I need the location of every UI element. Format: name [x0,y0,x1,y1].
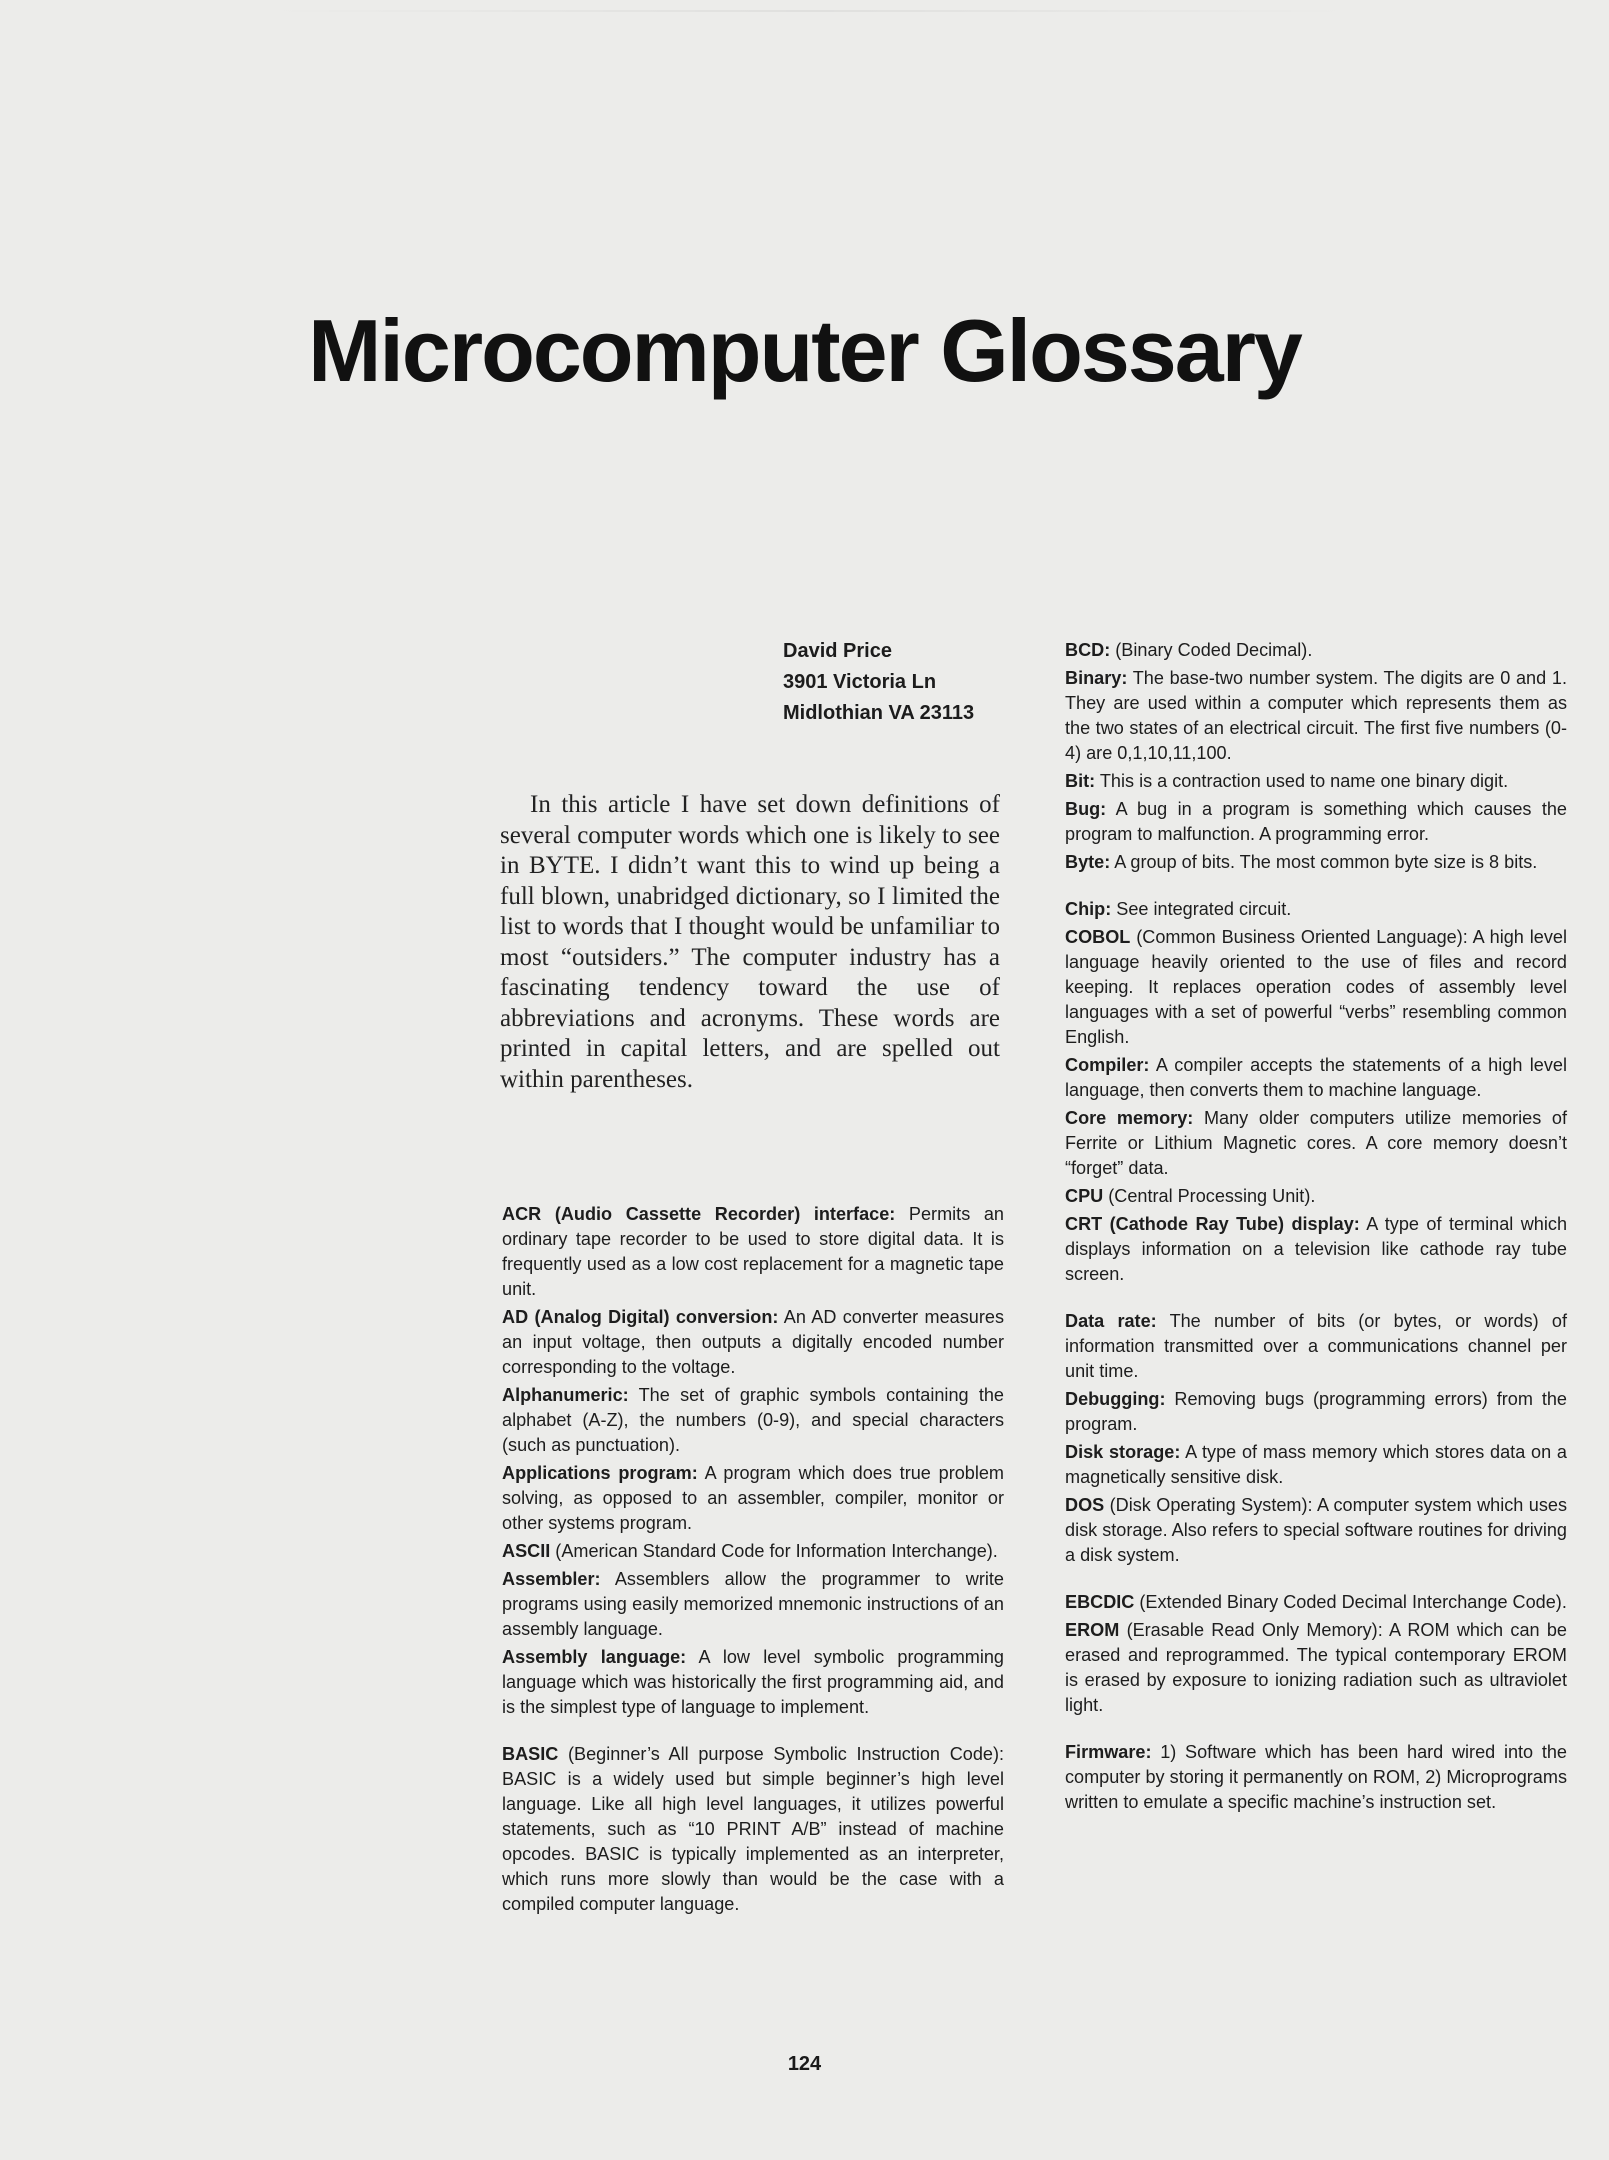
glossary-entry [1065,850,1567,875]
entry-term: Byte: [1065,852,1111,872]
entry-term: ACR (Audio Cassette Recorder) interface: [502,1204,896,1224]
glossary-column-right [1065,638,1567,1818]
glossary-entry [1065,769,1567,794]
entry-term: Alphanumeric: [502,1385,629,1405]
entry-term: Applications program: [502,1463,698,1483]
intro-paragraph [500,790,1000,1095]
entry-definition: See integrated circuit. [1111,899,1292,919]
entry-definition: (Extended Binary Coded Decimal Interchange Code). [1134,1592,1567,1612]
glossary-entry [1065,925,1567,1050]
entry-term: BASIC [502,1744,559,1764]
page-title: Microcomputer Glossary [308,301,1301,400]
entry-definition: A compiler accepts the statements of a high level language, then converts them to machine language. [1065,1055,1567,1100]
entry-term: Firmware: [1065,1742,1152,1762]
glossary-entry [1065,1212,1567,1287]
entry-definition: (American Standard Code for Information Interchange). [550,1541,998,1561]
entry-term: EROM [1065,1620,1120,1640]
entry-definition: A type of mass memory which stores data on a magnetically sensitive disk. [1065,1442,1567,1487]
entry-term: AD (Analog Digital) conversion: [502,1307,779,1327]
entry-definition: A type of terminal which displays information on a television like cathode ray tube screen. [1065,1214,1568,1284]
entry-term: Disk storage: [1065,1442,1181,1462]
glossary-column-left [502,1202,1004,1920]
glossary-entry [1065,666,1567,766]
glossary-entry [502,1383,1004,1458]
glossary-entry [1065,1590,1567,1615]
entry-term: Binary: [1065,668,1128,688]
entry-definition: Many older computers utilize memories of Ferrite or Lithium Magnetic cores. A core memory doesn’t “forget” data. [1065,1108,1568,1178]
entry-definition: A bug in a program is something which causes the program to malfunction. A programming error. [1065,799,1567,844]
entry-term: ASCII [502,1541,551,1561]
glossary-entry [1065,1440,1567,1490]
entry-term: Bug: [1065,799,1107,819]
author-city: Midlothian VA 23113 [783,702,975,724]
entry-definition: Permits an ordinary tape recorder to be used to store digital data. It is frequently used as a low cost replacement for a magnetic tape unit. [502,1204,1004,1299]
entry-term: COBOL [1065,927,1131,947]
author-name: David Price [783,640,892,662]
entry-definition: The base-two number system. The digits are 0 and 1. They are used within a computer which represents them as the two states of an electrical circuit. The first five numbers (0-4) are 0,1,10,11,100. [1065,668,1567,763]
scan-artifact [260,10,1360,12]
entry-definition: The number of bits (or bytes, or words) of information transmitted over a communications channel per unit time. [1065,1311,1568,1381]
entry-definition: Removing bugs (programming errors) from the program. [1065,1389,1567,1434]
entry-term: Core memory: [1065,1108,1194,1128]
entry-term: Assembler: [502,1569,601,1589]
entry-term: Data rate: [1065,1311,1157,1331]
page-number: 124 [787,2053,822,2075]
entry-term: Debugging: [1065,1389,1166,1409]
entry-definition: 1) Software which has been hard wired into the computer by storing it permanently on ROM, 2) Microprograms written to emulate a specific machine’s instruction set. [1065,1742,1567,1812]
glossary-entry [1065,638,1567,663]
glossary-entry [1065,1309,1567,1384]
glossary-entry [1065,1387,1567,1437]
glossary-entry [1065,1106,1567,1181]
entry-term: CPU [1065,1186,1104,1206]
glossary-entry [502,1742,1004,1917]
glossary-entry [502,1539,1004,1564]
entry-definition: This is a contraction used to name one binary digit. [1095,771,1509,791]
glossary-entry [1065,1740,1567,1815]
entry-definition: (Common Business Oriented Language): A high level language heavily oriented to the use of files and record keeping. It replaces operation codes of assembly level languages with a set of powerful “verbs” resembling common English. [1065,927,1567,1047]
entry-definition: (Erasable Read Only Memory): A ROM which can be erased and reprogrammed. The typical contemporary EROM is erased by exposure to ionizing radiation such as ultraviolet light. [1065,1620,1567,1715]
entry-term: Assembly language: [502,1647,687,1667]
entry-definition: The set of graphic symbols containing the alphabet (A-Z), the numbers (0-9), and special characters (such as punctuation). [502,1385,1004,1455]
glossary-entry [1065,1493,1567,1568]
glossary-entry [1065,1053,1567,1103]
glossary-entry [1065,897,1567,922]
author-street: 3901 Victoria Ln [783,671,937,693]
entry-definition: (Binary Coded Decimal). [1110,640,1313,660]
entry-term: EBCDIC [1065,1592,1135,1612]
entry-term: Compiler: [1065,1055,1150,1075]
entry-term: DOS [1065,1495,1105,1515]
entry-definition: A group of bits. The most common byte size is 8 bits. [1110,852,1538,872]
glossary-entry [1065,1184,1567,1209]
glossary-entry [502,1305,1004,1380]
author-block [783,636,974,729]
entry-term: CRT (Cathode Ray Tube) display: [1065,1214,1360,1234]
entry-term: Chip: [1065,899,1112,919]
glossary-entry [1065,1618,1567,1718]
intro-text: In this article I have set down definitions of several computer words which one is likely to see in BYTE. I didn’t want this to wind up being a full blown, unabridged dictionary, so I limited the list to words that I thought would be unfamiliar to most “outsiders.” The computer industry has a fascinating tendency toward the use of abbreviations and acronyms. These words are printed in capital letters, and are spelled out within parentheses. [500,791,1000,1093]
entry-term: BCD: [1065,640,1111,660]
entry-definition: A program which does true problem solving, as opposed to an assembler, compiler, monitor or other systems program. [502,1463,1004,1533]
glossary-entry [502,1567,1004,1642]
entry-definition: (Disk Operating System): A computer system which uses disk storage. Also refers to special software routines for driving a disk system. [1065,1495,1567,1565]
entry-definition: (Central Processing Unit). [1103,1186,1316,1206]
entry-definition: A low level symbolic programming language which was historically the first programming aid, and is the simplest type of language to implement. [502,1647,1004,1717]
glossary-entry [502,1202,1004,1302]
entry-definition: Assemblers allow the programmer to write programs using easily memorized mnemonic instructions of an assembly language. [502,1569,1004,1639]
entry-definition: An AD converter measures an input voltage, then outputs a digitally encoded number corresponding to the voltage. [502,1307,1004,1377]
entry-term: Bit: [1065,771,1096,791]
glossary-entry [502,1645,1004,1720]
glossary-entry [502,1461,1004,1536]
glossary-entry [1065,797,1567,847]
entry-definition: (Beginner’s All purpose Symbolic Instruction Code): BASIC is a widely used but simple beginner’s high level language. Like all high level languages, it utilizes powerful statements, such as “10 PRINT A/B” instead of machine opcodes. BASIC is typically implemented as an interpreter, which runs more slowly than would be the case with a compiled computer language. [502,1744,1004,1914]
